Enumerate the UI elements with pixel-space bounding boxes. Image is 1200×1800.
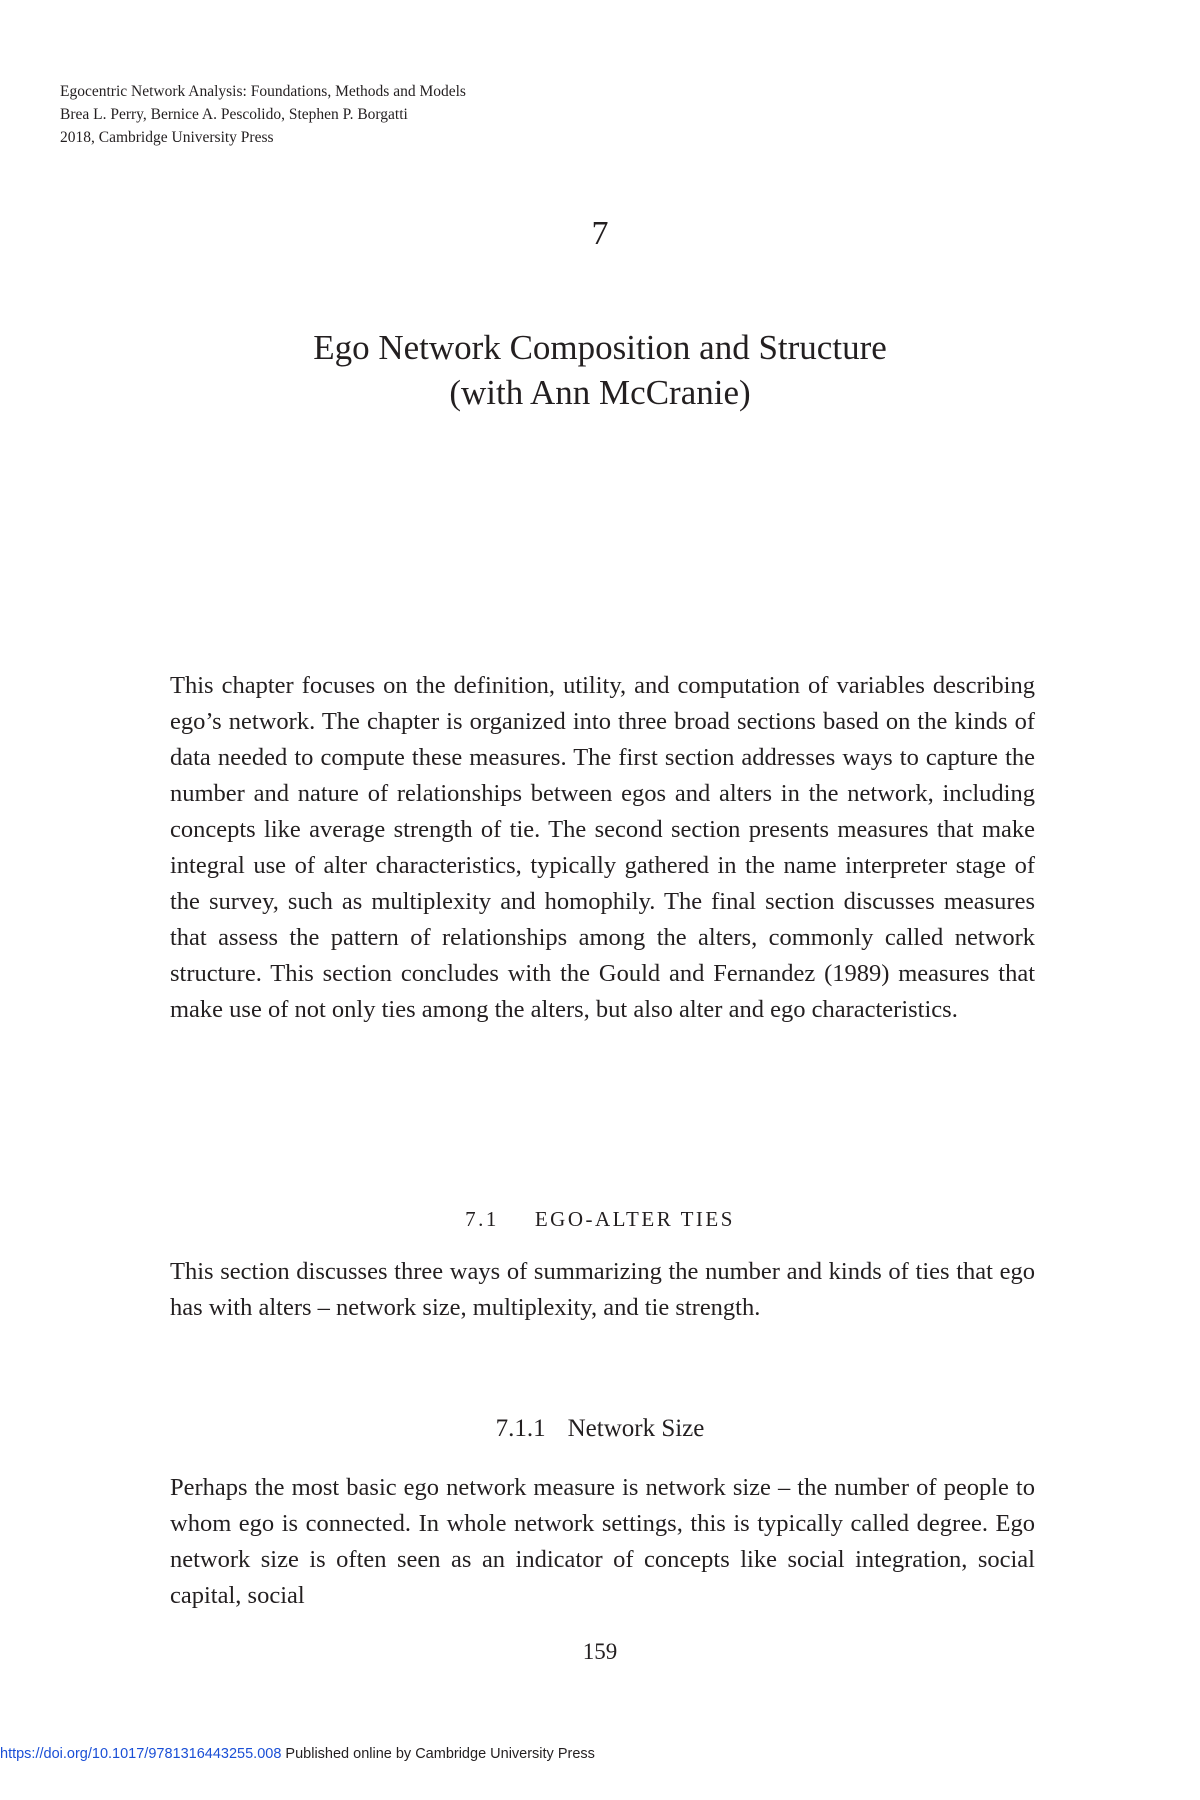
intro-paragraph: This chapter focuses on the definition, utility, and computation of variables describing ego’s network. The chapter is organized into three broad sections based on the kinds of data needed to compute these measures. The first section addresses ways to capture the number and nature of relationships between egos and alters in the network, including concepts like average strength of tie. The second section presents measures that make integral use of alter characteristics, typically gathered in the name interpreter stage of the survey, such as multiplexity and homophily. The final section discusses measures that assess the pattern of relationships among the alters, commonly called network structure. This section concludes with the Gould and Fernandez (1989) measures that make use of not only ties among the alters, but also alter and ego characteristics. xyxy=(170,672,1035,1023)
publisher-note: Published online by Cambridge University Press xyxy=(285,1746,595,1762)
chapter-title xyxy=(0,325,1200,415)
subsection-number: 7.1.1 xyxy=(495,1415,546,1442)
chapter-title-subtitle: (with Ann McCranie) xyxy=(449,373,751,412)
book-metadata xyxy=(60,80,466,149)
section-number: 7.1 xyxy=(465,1207,499,1231)
subsection-paragraph: Perhaps the most basic ego network measure is network size – the number of people to whom ego is connected. In whole network settings, this is typically called degree. Ego network size is often seen as an indicator of concepts like social integration, social capital, social xyxy=(170,1474,1035,1609)
section-title: EGO-ALTER TIES xyxy=(534,1207,735,1231)
book-title: Egocentric Network Analysis: Foundations, Methods and Models xyxy=(60,83,466,100)
chapter-number: 7 xyxy=(591,215,609,252)
publication-info: 2018, Cambridge University Press xyxy=(60,129,274,146)
page-footer xyxy=(0,1744,595,1764)
subsection-heading xyxy=(0,1412,1200,1446)
section-paragraph: This section discusses three ways of summarizing the number and kinds of ties that ego has with alters – network size, multiplexity, and tie strength. xyxy=(170,1258,1035,1321)
section-heading xyxy=(0,1204,1200,1234)
subsection-title: Network Size xyxy=(567,1415,705,1442)
page-number: 159 xyxy=(582,1639,618,1664)
book-authors: Brea L. Perry, Bernice A. Pescolido, Stephen P. Borgatti xyxy=(60,106,408,123)
chapter-title-main: Ego Network Composition and Structure xyxy=(313,328,887,367)
doi-link[interactable]: https://doi.org/10.1017/9781316443255.008 xyxy=(0,1746,282,1762)
